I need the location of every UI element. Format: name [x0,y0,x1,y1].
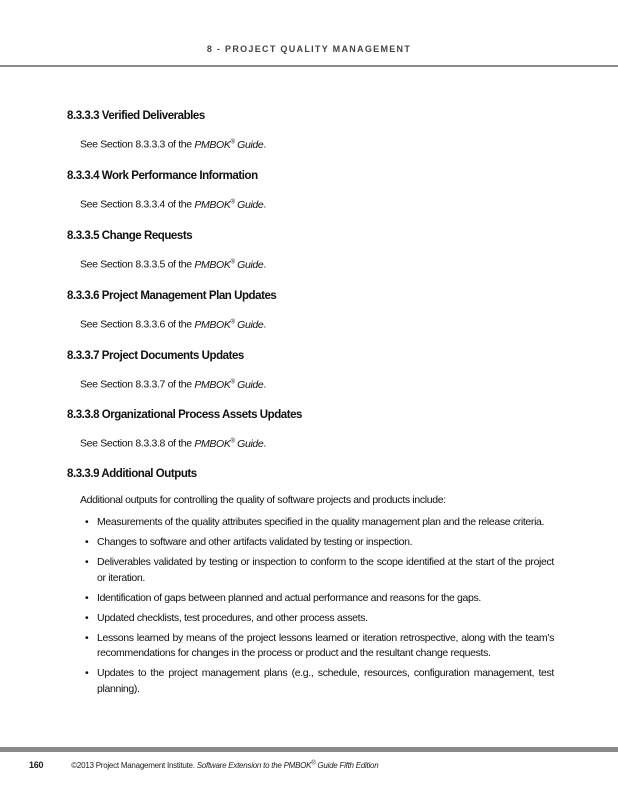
section-intro: Additional outputs for controlling the quality of software projects and products include: [80,494,446,506]
section-heading: 8.3.3.6 Project Management Plan Updates [67,290,277,302]
section-text: See Section 8.3.3.8 of the PMBOK® Guide. [80,437,266,450]
section-heading: 8.3.3.3 Verified Deliverables [67,110,205,122]
list-item: • Changes to software and other artifacts validated by testing or inspection. [80,535,554,551]
section-text: See Section 8.3.3.7 of the PMBOK® Guide. [80,378,266,391]
section [67,230,557,272]
bullet-icon: • [85,611,89,624]
bullet-icon: • [85,631,89,644]
bullet-icon: • [85,556,89,568]
footer-rule [0,747,618,752]
section [67,110,557,152]
section-heading: 8.3.3.5 Change Requests [67,230,193,242]
section-heading: 8.3.3.9 Additional Outputs [67,468,197,480]
section [67,409,557,451]
section [67,350,557,392]
section-heading: 8.3.3.8 Organizational Process Assets Updates [67,409,302,421]
page-number: 160 [29,760,44,770]
bullet-icon: • [85,536,89,548]
list-item: • Lessons learned by means of the project lessons learned or iteration retrospective, along with the team’s recommendations for changes in the process or product and the resultant change requests. [85,631,554,659]
list-item: • Updates to the project management plans (e.g., schedule, resources, configuration management, test planning). [85,667,554,695]
section-heading: 8.3.3.7 Project Documents Updates [67,350,244,362]
bullet-list [80,515,554,697]
section-heading: 8.3.3.4 Work Performance Information [67,170,258,182]
section-text: See Section 8.3.3.4 of the PMBOK® Guide. [80,198,266,211]
footer: 160 ©2013 Project Management Institute. Software Extension to the PMBOK® Guide Fifth Edition [29,760,379,770]
list-item: • Identification of gaps between planned and actual performance and reasons for the gaps. [80,591,554,607]
section-text: See Section 8.3.3.5 of the PMBOK® Guide. [80,258,266,271]
footer-title: Software Extension to the PMBOK [196,761,312,770]
bullet-icon: • [85,516,89,528]
list-item: • Measurements of the quality attributes specified in the quality management plan and the release criteria. [80,515,554,531]
section [67,290,557,332]
section-text: See Section 8.3.3.3 of the PMBOK® Guide. [80,138,266,151]
bullet-icon: • [85,591,89,604]
running-header: 8 - PROJECT QUALITY MANAGEMENT [206,44,412,54]
list-item: • Deliverables validated by testing or inspection to conform to the scope identified at the start of the project or iteration. [85,556,554,584]
bullet-icon: • [85,667,89,679]
section-text: See Section 8.3.3.6 of the PMBOK® Guide. [80,318,266,331]
section [67,170,557,212]
section-additional-outputs [67,468,557,702]
footer-copyright: ©2013 Project Management Institute. [71,761,197,770]
list-item: • Updated checklists, test procedures, and other process assets. [80,611,554,627]
header-rule [0,65,618,67]
